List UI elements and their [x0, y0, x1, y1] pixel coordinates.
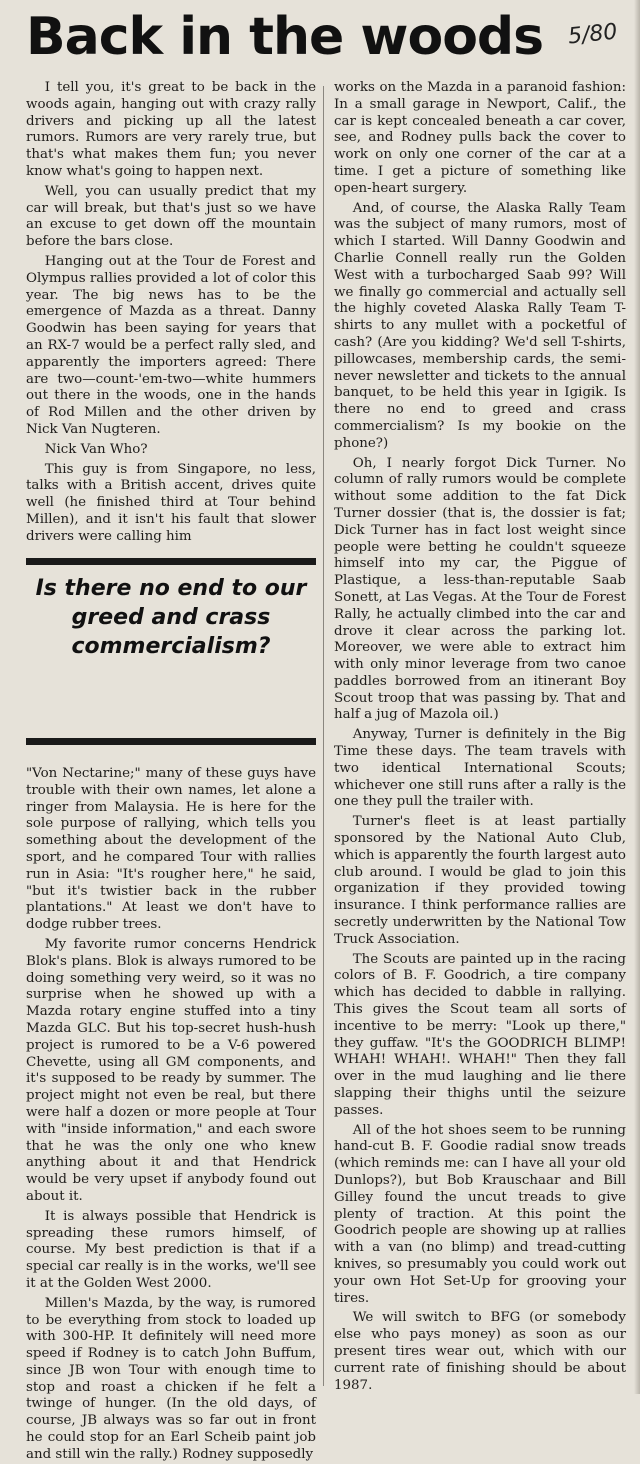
column-right [334, 80, 626, 1393]
paragraph: works on the Mazda in a paranoid fashion: In a small garage in Newport, Calif., the car is kept concealed beneath a car cover, see, and Rodney pulls back the cover to work on only one corner of the car at a time. I get a picture of something like open-heart surgery. [334, 80, 626, 196]
paragraph: It is always possible that Hendrick is spreading these rumors himself, of course. My best prediction is that if a special car really is in the works, we'll see it at the Golden West 2000. [26, 1208, 316, 1291]
paragraph: We will switch to BFG (or somebody else who pays money) as soon as our present tires wear out, which with our current rate of finishing should be about 1987. [334, 1310, 626, 1393]
pull-quote: Is there no end to our greed and crass commercialism? [35, 576, 307, 659]
paragraph: Anyway, Turner is definitely in the Big Time these days. The team travels with two identical International Scouts; whichever one still runs after a rally is the one they pull the trailer with. [334, 727, 626, 810]
paragraph: My favorite rumor concerns Hendrick Blok's plans. Blok is always rumored to be doing something very weird, so it was no surprise when he showed up with a Mazda rotary engine stuffed into a tiny Mazda GLC. But his top-secret hush-hush project is rumored to be a V-6 powered Chevette, using all GM components, and it's supposed to be ready by summer. The project might not even be real, but there were half a dozen or more people at Tour with "inside information," and each swore that he was the only one who knew anything about it and that Hendrick would be very upset if anybody found out about it. [26, 936, 316, 1204]
paragraph: The Scouts are painted up in the racing colors of B. F. Goodrich, a tire company which has decided to dabble in rallying. This gives the Scout team all sorts of incentive to be merry: "Look up there," they guffaw. "It's the GOODRICH BLIMP! WHAH! WHAH!. WHAH!" Then they fall over in the mud laughing and lie there slapping their thighs until the seizure passes. [334, 951, 626, 1118]
column-left-bottom [26, 766, 316, 1462]
paragraph: "Von Nectarine;" many of these guys have trouble with their own names, let alone a ringer from Malaysia. He is here for the sole purpose of rallying, which tells you something about the development of the sport, and he compared Tour with rallies run in Asia: "It's rougher here," he said, "but it's twistier back in the rubber plantations." At least we don't have to dodge rubber trees. [26, 766, 316, 933]
pull-quote-top-rule [26, 558, 316, 565]
paragraph: Nick Van Who? [44, 441, 148, 457]
pull-quote-bottom-rule [26, 738, 316, 745]
paragraph: Turner's fleet is at least partially sponsored by the National Auto Club, which is apparently the fourth largest auto club around. I would be glad to join this organization if they provided towing insurance. I think performance rallies are secretly underwritten by the National Tow Truck Association. [334, 814, 626, 947]
paragraph: I tell you, it's great to be back in the woods again, hanging out with crazy rally drivers and picking up all the latest rumors. Rumors are very rarely true, but that's what makes them fun; you never know what's going to happen next. [26, 80, 316, 179]
paragraph: Oh, I nearly forgot Dick Turner. No column of rally rumors would be complete without some addition to the fat Dick Turner dossier (that is, the dossier is fat; Dick Turner has in fact lost weight since people were betting he couldn't squeeze himself into my car, the Piggue of Plastique, a less-than-reputable Saab Sonett, at Las Vegas. At the Tour de Forest Rally, he actually climbed into the car and drove it clear across the parking lot. Moreover, we were able to extract him with only minor leverage from two canoe paddles borrowed from an itinerant Boy Scout troop that was passing by. That and half a jug of Mazola oil.) [334, 455, 626, 723]
paragraph: And, of course, the Alaska Rally Team was the subject of many rumors, most of which I started. Will Danny Goodwin and Charlie Connell really run the Golden West with a turbocharged Saab 99? Will we finally go commercial and actually sell the highly coveted Alaska Rally Team T-shirts to any mullet with a pocketful of cash? (Are you kidding? We'd sell T-shirts, pillowcases, membership cards, the semi-never newsletter and tickets to the annual banquet, to be held this year in Igigik. Is there no end to greed and crass commercialism? Is my bookie on the phone?) [334, 200, 626, 451]
column-divider [323, 86, 324, 1386]
headline: Back in the woods [26, 7, 544, 67]
column-left-top [26, 80, 316, 554]
paragraph: All of the hot shoes seem to be running hand-cut B. F. Goodie radial snow treads (which reminds me: can I have all your old Dunlops?), but Bob Krauschaar and Bill Gilley found the uncut treads to give plenty of traction. At this point the Goodrich people are showing up at rallies with a van (no blimp) and tread-cutting knives, so presumably you could work out your own Hot Set-Up for grooving your tires. [334, 1122, 626, 1306]
paragraph: Hanging out at the Tour de Forest and Olympus rallies provided a lot of color this year. The big news has to be the emergence of Mazda as a threat. Danny Goodwin has been saying for years that an RX-7 would be a perfect rally sled, and apparently the importers agreed: There are two—count-'em-two—white hummers out there in the woods, one in the hands of Rod Millen and the other driven by Nick Van Nugteren. [26, 253, 316, 437]
paragraph: Millen's Mazda, by the way, is rumored to be everything from stock to loaded up with 300-HP. It definitely will need more speed if Rodney is to catch John Buffum, since JB won Tour with enough time to stop and roast a chicken if he felt a twinge of hunger. (In the old days, of course, JB always was so far out in front he could stop for an Earl Scheib paint job and still win the rally.) Rodney supposedly [26, 1295, 316, 1462]
paragraph: Well, you can usually predict that my car will break, but that's just so we have an excuse to get down off the mountain before the bars close. [26, 183, 316, 250]
handwritten-date-note: 5/80 [566, 19, 619, 50]
paragraph: This guy is from Singapore, no less, talks with a British accent, drives quite well (he finished third at Tour behind Millen), and it isn't his fault that slower drivers were calling him [26, 461, 316, 544]
page-edge-shadow [634, 0, 640, 1394]
pull-quote-box [26, 558, 316, 756]
